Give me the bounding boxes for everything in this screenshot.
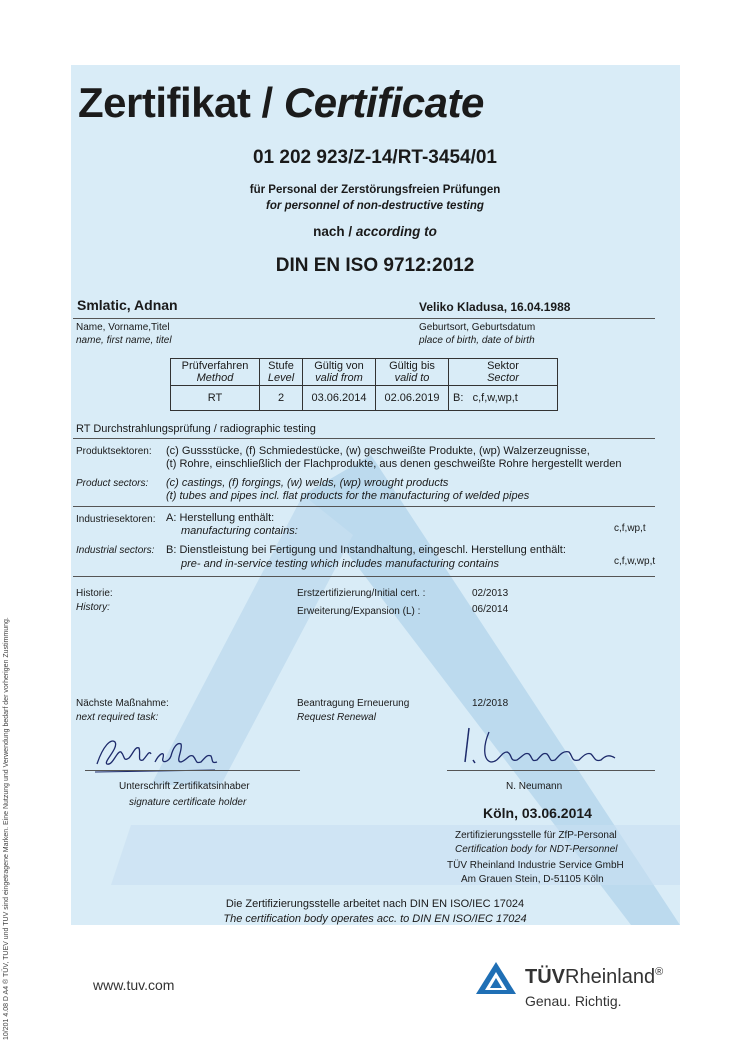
industry-b-en: pre- and in-service testing which includes manufacturing contains <box>181 558 499 570</box>
for-personnel-de: für Personal der Zerstörungsfreien Prüfungen <box>249 184 501 196</box>
holder-signature-label-de: Unterschrift Zertifikatsinhaber <box>119 781 250 792</box>
table-row <box>171 386 558 411</box>
page-title: Zertifikat / Certificate <box>78 79 484 126</box>
industry-a-codes: c,f,wp,t <box>614 523 646 534</box>
product-sectors-label-en: Product sectors: <box>76 478 149 489</box>
next-task-date: 12/2018 <box>472 698 509 709</box>
birth-label-en: place of birth, date of birth <box>419 335 535 346</box>
name-label-en: name, first name, titel <box>76 335 172 346</box>
holder-signature-label-en: signature certificate holder <box>129 797 247 808</box>
cell-sector: B: c,f,w,wp,t <box>449 386 558 411</box>
officer-name: N. Neumann <box>506 781 563 792</box>
cell-valid-from: 03.06.2014 <box>303 386 376 411</box>
holder-name: Smlatic, Adnan <box>77 297 178 313</box>
brand-name: TÜVRheinland® <box>525 966 664 988</box>
table-header-row <box>171 359 558 386</box>
industry-b-codes: c,f,w,wp,t <box>614 556 656 567</box>
industry-sectors-label-en: Industrial sectors: <box>76 545 155 556</box>
issue-company: TÜV Rheinland Industrie Service GmbH <box>447 860 624 871</box>
tuv-logo-icon <box>474 960 518 996</box>
cell-level: 2 <box>260 386 303 411</box>
method-line: RT Durchstrahlungsprüfung / radiographic testing <box>76 423 316 435</box>
next-task-en: Request Renewal <box>297 712 376 723</box>
product-sectors-en-1: (c) castings, (f) forgings, (w) welds, (wp) wrought products <box>166 477 449 489</box>
industry-a-en: manufacturing contains: <box>181 525 298 537</box>
accreditation-en: The certification body operates acc. to DIN EN ISO/IEC 17024 <box>223 913 527 925</box>
issue-body-en: Certification body for NDT-Personnel <box>455 844 618 855</box>
next-task-label-de: Nächste Maßnahme: <box>76 698 169 709</box>
holder-signature <box>85 728 225 776</box>
product-sectors-label-de: Produktsektoren: <box>76 446 152 457</box>
name-label-de: Name, Vorname,Titel <box>76 322 170 333</box>
header-valid-from: Gültig von valid from <box>303 359 376 386</box>
standard-name: DIN EN ISO 9712:2012 <box>275 255 475 276</box>
accreditation-de: Die Zertifizierungsstelle arbeitet nach DIN EN ISO/IEC 17024 <box>225 898 525 910</box>
cell-valid-to: 02.06.2019 <box>376 386 449 411</box>
header-method: Prüfverfahren Method <box>171 359 260 386</box>
side-trademark-note: 10/201 4.08 D A4 ® TÜV, TUEV und TUV sind eingetragene Marken. Eine Nutzung und Verwendung bedarf der vorherigen Zustimmung. <box>3 617 10 1040</box>
header-level: Stufe Level <box>260 359 303 386</box>
issue-body-de: Zertifizierungsstelle für ZfP-Personal <box>455 830 617 841</box>
industry-b-de: B: Dienstleistung bei Fertigung und Instandhaltung, eingeschl. Herstellung enthält: <box>166 544 566 556</box>
history-label-en: History: <box>76 602 110 613</box>
history-expansion-value: 06/2014 <box>472 604 509 615</box>
method-divider <box>73 438 655 439</box>
product-sectors-de-2: (t) Rohre, einschließlich der Flachprodukte, aus denen geschweißte Rohre hergestellt werden <box>166 458 622 470</box>
certificate-number: 01 202 923/Z-14/RT-3454/01 <box>252 147 497 168</box>
officer-signature-line <box>447 770 655 771</box>
product-divider <box>73 506 655 507</box>
qualification-table <box>170 358 558 411</box>
for-personnel-en: for personnel of non-destructive testing <box>266 200 484 212</box>
brand-slogan: Genau. Richtig. <box>525 993 622 1009</box>
holder-birth: Veliko Kladusa, 16.04.1988 <box>419 300 571 314</box>
according-to: nach / according to <box>313 224 437 239</box>
industry-divider <box>73 576 655 577</box>
officer-signature <box>455 722 625 772</box>
industry-sectors-label-de: Industriesektoren: <box>76 514 156 525</box>
history-initial-value: 02/2013 <box>472 588 509 599</box>
header-valid-to: Gültig bis valid to <box>376 359 449 386</box>
history-expansion-label: Erweiterung/Expansion (L) : <box>297 606 421 617</box>
website-link[interactable]: www.tuv.com <box>93 977 175 993</box>
product-sectors-de-1: (c) Gussstücke, (f) Schmiedestücke, (w) geschweißte Produkte, (wp) Walzerzeugnisse, <box>166 445 590 457</box>
issue-place-date: Köln, 03.06.2014 <box>483 805 592 821</box>
issue-address: Am Grauen Stein, D-51105 Köln <box>461 874 604 885</box>
cell-method: RT <box>171 386 260 411</box>
history-initial-label: Erstzertifizierung/Initial cert. : <box>297 588 426 599</box>
holder-divider <box>73 318 655 319</box>
industry-a-de: A: Herstellung enthält: <box>166 512 275 524</box>
next-task-de: Beantragung Erneuerung <box>297 698 410 709</box>
header-sector: Sektor Sector <box>449 359 558 386</box>
history-label-de: Historie: <box>76 588 113 599</box>
next-task-label-en: next required task: <box>76 712 159 723</box>
birth-label-de: Geburtsort, Geburtsdatum <box>419 322 536 333</box>
holder-signature-line <box>85 770 300 771</box>
product-sectors-en-2: (t) tubes and pipes incl. flat products for the manufacturing of welded pipes <box>166 490 530 502</box>
